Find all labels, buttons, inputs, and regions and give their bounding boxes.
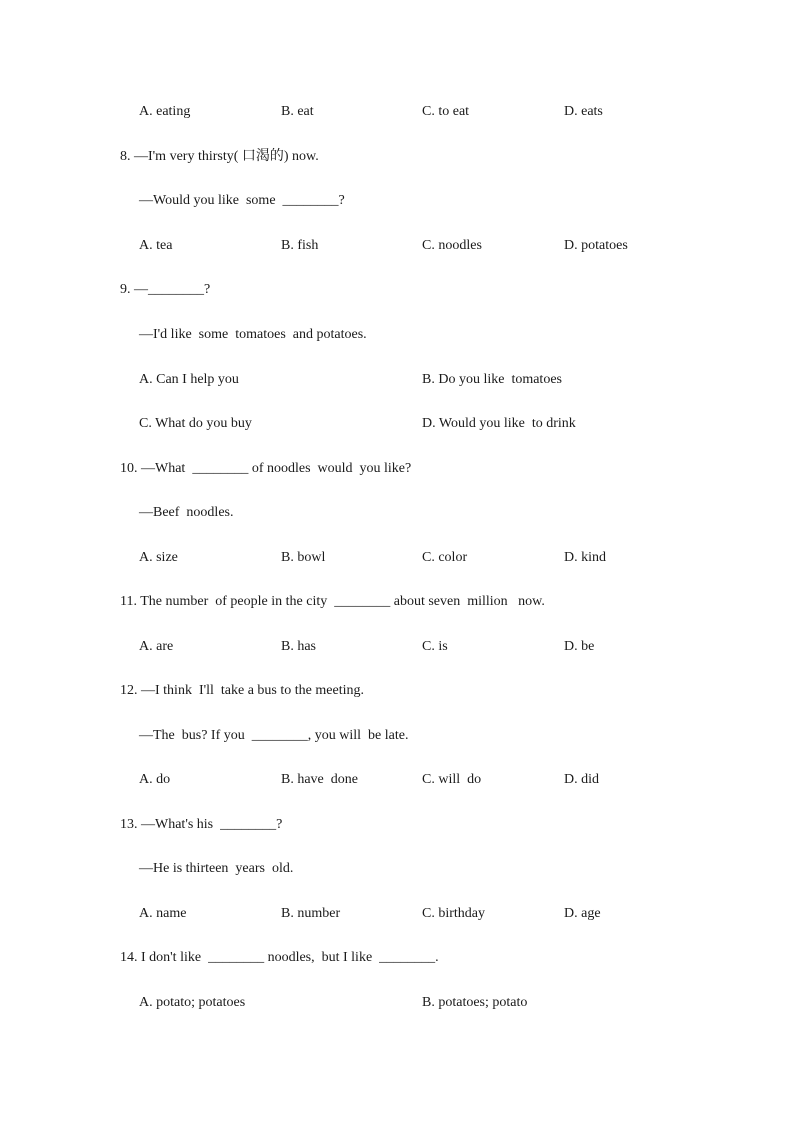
question-reply: —The bus? If you ________, you will be late. [139, 728, 409, 743]
option-b: B. eat [281, 104, 314, 119]
question-stem: 10. —What ________ of noodles would you like? [120, 461, 412, 476]
question-reply: —Would you like some ________? [139, 193, 345, 208]
question-stem: 9. —________? [120, 282, 211, 297]
option-c: C. to eat [422, 104, 470, 119]
option-a: A. size [139, 550, 178, 565]
option-a: A. are [139, 639, 174, 654]
option-d: D. did [564, 772, 599, 787]
option-c: C. What do you buy [139, 416, 252, 431]
option-b: B. potatoes; potato [422, 995, 528, 1010]
option-a: A. tea [139, 238, 173, 253]
question-reply: —He is thirteen years old. [139, 861, 294, 876]
option-d: D. kind [564, 550, 606, 565]
option-b: B. number [281, 906, 341, 921]
question-reply: —Beef noodles. [139, 505, 234, 520]
option-c: C. birthday [422, 906, 485, 921]
option-a: A. do [139, 772, 171, 787]
question-reply: —I'd like some tomatoes and potatoes. [139, 327, 367, 342]
option-a: A. name [139, 906, 187, 921]
option-a: A. potato; potatoes [139, 995, 246, 1010]
question-stem: 8. —I'm very thirsty( 口渴的) now. [120, 149, 319, 164]
option-c: C. color [422, 550, 468, 565]
option-c: C. will do [422, 772, 482, 787]
option-d: D. Would you like to drink [422, 416, 576, 431]
question-stem: 13. —What's his ________? [120, 817, 283, 832]
option-c: C. noodles [422, 238, 482, 253]
question-stem: 12. —I think I'll take a bus to the meeting. [120, 683, 364, 698]
option-b: B. Do you like tomatoes [422, 372, 562, 387]
option-b: B. has [281, 639, 316, 654]
option-b: B. bowl [281, 550, 326, 565]
option-a: A. Can I help you [139, 372, 239, 387]
option-c: C. is [422, 639, 448, 654]
option-b: B. fish [281, 238, 319, 253]
option-d: D. potatoes [564, 238, 628, 253]
option-a: A. eating [139, 104, 191, 119]
question-stem: 11. The number of people in the city ________ about seven million now. [120, 594, 545, 609]
question-stem: 14. I don't like ________ noodles, but I like ________. [120, 950, 439, 965]
option-d: D. be [564, 639, 595, 654]
option-b: B. have done [281, 772, 358, 787]
option-d: D. age [564, 906, 601, 921]
option-d: D. eats [564, 104, 603, 119]
